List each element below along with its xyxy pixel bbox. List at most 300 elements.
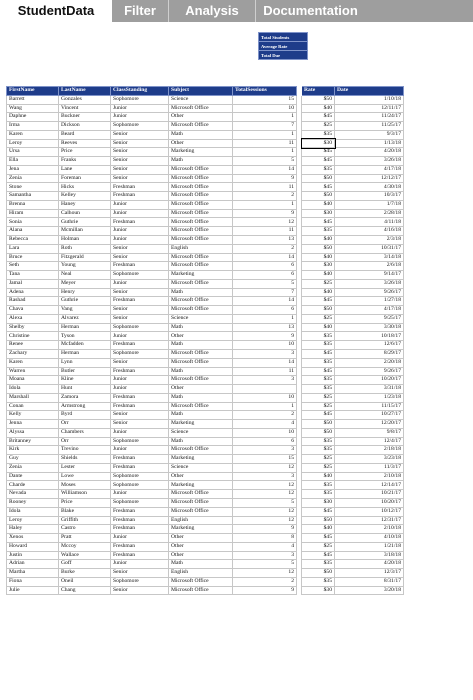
summary-total-students[interactable]: Total Students bbox=[259, 33, 308, 42]
cell-rate[interactable]: $35 bbox=[302, 490, 335, 499]
cell-firstname[interactable]: Nevada bbox=[7, 490, 59, 499]
cell-totalsessions[interactable]: 12 bbox=[233, 569, 297, 578]
cell-date[interactable]: 1/13/18 bbox=[335, 139, 404, 148]
cell-firstname[interactable]: Kirk bbox=[7, 446, 59, 455]
cell-firstname[interactable]: Alexa bbox=[7, 314, 59, 323]
cell-lastname[interactable]: Young bbox=[59, 262, 111, 271]
cell-date[interactable]: 9/25/17 bbox=[335, 314, 404, 323]
cell-date[interactable]: 9/26/17 bbox=[335, 367, 404, 376]
cell-subject[interactable]: Science bbox=[169, 463, 233, 472]
cell-subject[interactable]: Math bbox=[169, 437, 233, 446]
header-firstname[interactable]: FirstName bbox=[7, 87, 59, 96]
cell-classstanding[interactable]: Senior bbox=[111, 244, 169, 253]
cell-classstanding[interactable]: Junior bbox=[111, 236, 169, 245]
cell-classstanding[interactable]: Freshman bbox=[111, 262, 169, 271]
cell-rate[interactable]: $30 bbox=[302, 498, 335, 507]
cell-date[interactable]: 12/11/17 bbox=[335, 104, 404, 113]
cell-totalsessions[interactable] bbox=[233, 385, 297, 394]
cell-firstname[interactable]: Jena bbox=[7, 165, 59, 174]
cell-lastname[interactable]: Lowe bbox=[59, 472, 111, 481]
cell-subject[interactable]: English bbox=[169, 516, 233, 525]
cell-firstname[interactable]: Zachary bbox=[7, 349, 59, 358]
cell-firstname[interactable]: Zenia bbox=[7, 174, 59, 183]
cell-lastname[interactable]: Vincent bbox=[59, 104, 111, 113]
cell-classstanding[interactable]: Junior bbox=[111, 428, 169, 437]
cell-subject[interactable]: Science bbox=[169, 314, 233, 323]
cell-date[interactable]: 4/17/18 bbox=[335, 165, 404, 174]
cell-lastname[interactable]: Oneil bbox=[59, 577, 111, 586]
cell-subject[interactable]: Microsoft Office bbox=[169, 122, 233, 131]
cell-classstanding[interactable]: Senior bbox=[111, 586, 169, 595]
cell-date[interactable]: 3/23/18 bbox=[335, 455, 404, 464]
cell-firstname[interactable]: Rashad bbox=[7, 297, 59, 306]
cell-rate[interactable]: $50 bbox=[302, 306, 335, 315]
cell-classstanding[interactable]: Junior bbox=[111, 209, 169, 218]
cell-classstanding[interactable]: Freshman bbox=[111, 551, 169, 560]
cell-rate[interactable]: $45 bbox=[302, 113, 335, 122]
cell-classstanding[interactable]: Junior bbox=[111, 279, 169, 288]
cell-subject[interactable]: English bbox=[169, 244, 233, 253]
cell-rate[interactable]: $45 bbox=[302, 349, 335, 358]
cell-firstname[interactable]: Jenna bbox=[7, 420, 59, 429]
cell-classstanding[interactable]: Junior bbox=[111, 560, 169, 569]
cell-subject[interactable]: Microsoft Office bbox=[169, 227, 233, 236]
cell-classstanding[interactable]: Freshman bbox=[111, 393, 169, 402]
cell-totalsessions[interactable]: 12 bbox=[233, 218, 297, 227]
cell-rate[interactable]: $35 bbox=[302, 130, 335, 139]
cell-totalsessions[interactable]: 1 bbox=[233, 130, 297, 139]
cell-lastname[interactable]: Beard bbox=[59, 130, 111, 139]
cell-lastname[interactable]: Burke bbox=[59, 569, 111, 578]
cell-firstname[interactable]: Haley bbox=[7, 525, 59, 534]
cell-lastname[interactable]: Shields bbox=[59, 455, 111, 464]
cell-classstanding[interactable]: Sophomore bbox=[111, 323, 169, 332]
cell-lastname[interactable]: Foreman bbox=[59, 174, 111, 183]
cell-classstanding[interactable]: Senior bbox=[111, 314, 169, 323]
cell-totalsessions[interactable]: 14 bbox=[233, 297, 297, 306]
cell-subject[interactable]: Microsoft Office bbox=[169, 306, 233, 315]
cell-firstname[interactable]: Idola bbox=[7, 507, 59, 516]
cell-lastname[interactable]: Herman bbox=[59, 349, 111, 358]
cell-lastname[interactable]: Herman bbox=[59, 323, 111, 332]
cell-lastname[interactable]: Orr bbox=[59, 420, 111, 429]
cell-date[interactable]: 9/26/17 bbox=[335, 288, 404, 297]
cell-firstname[interactable]: Tana bbox=[7, 271, 59, 280]
cell-date[interactable]: 11/25/17 bbox=[335, 122, 404, 131]
cell-classstanding[interactable]: Sophomore bbox=[111, 577, 169, 586]
cell-subject[interactable]: English bbox=[169, 569, 233, 578]
cell-subject[interactable]: Microsoft Office bbox=[169, 192, 233, 201]
cell-totalsessions[interactable]: 3 bbox=[233, 446, 297, 455]
cell-totalsessions[interactable]: 5 bbox=[233, 157, 297, 166]
cell-rate[interactable]: $50 bbox=[302, 244, 335, 253]
tab-documentation[interactable]: Documentation bbox=[255, 0, 365, 22]
cell-firstname[interactable]: Conan bbox=[7, 402, 59, 411]
cell-totalsessions[interactable]: 2 bbox=[233, 244, 297, 253]
cell-classstanding[interactable]: Junior bbox=[111, 227, 169, 236]
tab-filter[interactable]: Filter bbox=[124, 3, 156, 18]
cell-firstname[interactable]: Zenia bbox=[7, 463, 59, 472]
cell-rate[interactable]: $50 bbox=[302, 516, 335, 525]
cell-lastname[interactable]: Lynn bbox=[59, 358, 111, 367]
cell-lastname[interactable]: Guthrie bbox=[59, 297, 111, 306]
cell-date[interactable]: 2/10/18 bbox=[335, 472, 404, 481]
cell-classstanding[interactable]: Freshman bbox=[111, 402, 169, 411]
cell-date[interactable]: 11/15/17 bbox=[335, 402, 404, 411]
cell-subject[interactable]: Marketing bbox=[169, 481, 233, 490]
cell-lastname[interactable]: Franks bbox=[59, 157, 111, 166]
cell-totalsessions[interactable]: 9 bbox=[233, 174, 297, 183]
cell-subject[interactable]: Marketing bbox=[169, 525, 233, 534]
cell-totalsessions[interactable]: 7 bbox=[233, 288, 297, 297]
header-rate[interactable]: Rate bbox=[302, 87, 335, 96]
cell-rate[interactable]: $25 bbox=[302, 393, 335, 402]
cell-rate[interactable]: $25 bbox=[302, 279, 335, 288]
cell-firstname[interactable]: Moana bbox=[7, 376, 59, 385]
cell-classstanding[interactable]: Senior bbox=[111, 420, 169, 429]
cell-subject[interactable]: Microsoft Office bbox=[169, 183, 233, 192]
cell-date[interactable]: 2/3/18 bbox=[335, 236, 404, 245]
cell-totalsessions[interactable]: 14 bbox=[233, 253, 297, 262]
cell-lastname[interactable]: Calhoun bbox=[59, 209, 111, 218]
cell-totalsessions[interactable]: 9 bbox=[233, 525, 297, 534]
cell-rate[interactable]: $45 bbox=[302, 297, 335, 306]
cell-lastname[interactable]: Lane bbox=[59, 165, 111, 174]
cell-firstname[interactable]: Adena bbox=[7, 288, 59, 297]
cell-classstanding[interactable]: Senior bbox=[111, 358, 169, 367]
cell-rate[interactable]: $45 bbox=[302, 551, 335, 560]
cell-classstanding[interactable]: Freshman bbox=[111, 183, 169, 192]
cell-firstname[interactable]: Karen bbox=[7, 130, 59, 139]
cell-date[interactable]: 12/31/17 bbox=[335, 516, 404, 525]
cell-totalsessions[interactable]: 11 bbox=[233, 367, 297, 376]
cell-classstanding[interactable]: Senior bbox=[111, 174, 169, 183]
cell-lastname[interactable]: Henry bbox=[59, 288, 111, 297]
cell-date[interactable]: 12/14/17 bbox=[335, 481, 404, 490]
cell-classstanding[interactable]: Freshman bbox=[111, 455, 169, 464]
cell-totalsessions[interactable]: 8 bbox=[233, 534, 297, 543]
cell-firstname[interactable]: Sonia bbox=[7, 218, 59, 227]
cell-rate[interactable]: $25 bbox=[302, 402, 335, 411]
cell-rate[interactable]: $45 bbox=[302, 148, 335, 157]
cell-totalsessions[interactable]: 3 bbox=[233, 551, 297, 560]
cell-totalsessions[interactable]: 9 bbox=[233, 332, 297, 341]
cell-subject[interactable]: Math bbox=[169, 288, 233, 297]
cell-totalsessions[interactable]: 11 bbox=[233, 227, 297, 236]
cell-date[interactable]: 4/30/18 bbox=[335, 183, 404, 192]
cell-firstname[interactable]: Chava bbox=[7, 306, 59, 315]
cell-lastname[interactable]: Zamora bbox=[59, 393, 111, 402]
cell-rate[interactable]: $35 bbox=[302, 376, 335, 385]
cell-date[interactable]: 1/23/18 bbox=[335, 393, 404, 402]
header-date[interactable]: Date bbox=[335, 87, 404, 96]
cell-classstanding[interactable]: Sophomore bbox=[111, 437, 169, 446]
cell-rate[interactable]: $40 bbox=[302, 472, 335, 481]
cell-totalsessions[interactable]: 6 bbox=[233, 437, 297, 446]
cell-classstanding[interactable]: Senior bbox=[111, 139, 169, 148]
cell-firstname[interactable]: Alana bbox=[7, 227, 59, 236]
cell-totalsessions[interactable]: 6 bbox=[233, 306, 297, 315]
cell-classstanding[interactable]: Sophomore bbox=[111, 498, 169, 507]
cell-totalsessions[interactable]: 14 bbox=[233, 358, 297, 367]
cell-lastname[interactable]: Haney bbox=[59, 200, 111, 209]
cell-subject[interactable]: Math bbox=[169, 367, 233, 376]
cell-classstanding[interactable]: Sophomore bbox=[111, 122, 169, 131]
cell-subject[interactable]: Science bbox=[169, 428, 233, 437]
cell-firstname[interactable]: Idola bbox=[7, 385, 59, 394]
cell-subject[interactable]: Other bbox=[169, 139, 233, 148]
cell-subject[interactable]: Other bbox=[169, 332, 233, 341]
cell-rate[interactable]: $40 bbox=[302, 104, 335, 113]
cell-date[interactable]: 3/26/18 bbox=[335, 279, 404, 288]
cell-lastname[interactable]: Byrd bbox=[59, 411, 111, 420]
cell-firstname[interactable]: Fiona bbox=[7, 577, 59, 586]
cell-subject[interactable]: Microsoft Office bbox=[169, 279, 233, 288]
cell-totalsessions[interactable]: 3 bbox=[233, 349, 297, 358]
cell-rate[interactable]: $25 bbox=[302, 455, 335, 464]
cell-lastname[interactable]: Gonzales bbox=[59, 95, 111, 104]
cell-date[interactable]: 4/20/18 bbox=[335, 148, 404, 157]
cell-lastname[interactable]: Williamson bbox=[59, 490, 111, 499]
cell-lastname[interactable]: Fitzgerald bbox=[59, 253, 111, 262]
cell-rate[interactable]: $35 bbox=[302, 437, 335, 446]
cell-subject[interactable]: Microsoft Office bbox=[169, 262, 233, 271]
cell-subject[interactable]: Marketing bbox=[169, 455, 233, 464]
cell-date[interactable]: 1/10/18 bbox=[335, 95, 404, 104]
cell-date[interactable]: 12/12/17 bbox=[335, 174, 404, 183]
cell-firstname[interactable]: Irma bbox=[7, 122, 59, 131]
cell-date[interactable]: 1/7/18 bbox=[335, 200, 404, 209]
cell-lastname[interactable]: Mccoy bbox=[59, 542, 111, 551]
cell-lastname[interactable]: Orr bbox=[59, 437, 111, 446]
cell-classstanding[interactable]: Junior bbox=[111, 332, 169, 341]
cell-totalsessions[interactable]: 2 bbox=[233, 411, 297, 420]
cell-subject[interactable]: Microsoft Office bbox=[169, 446, 233, 455]
cell-rate[interactable]: $45 bbox=[302, 183, 335, 192]
cell-lastname[interactable]: Roth bbox=[59, 244, 111, 253]
cell-rate[interactable]: $30 bbox=[302, 586, 335, 595]
cell-rate[interactable]: $30 bbox=[302, 209, 335, 218]
cell-subject[interactable]: Other bbox=[169, 534, 233, 543]
cell-rate[interactable]: $50 bbox=[302, 569, 335, 578]
cell-classstanding[interactable]: Sophomore bbox=[111, 481, 169, 490]
cell-totalsessions[interactable]: 1 bbox=[233, 148, 297, 157]
tab-studentdata[interactable]: StudentData bbox=[0, 0, 112, 22]
header-lastname[interactable]: LastName bbox=[59, 87, 111, 96]
cell-firstname[interactable]: Britanney bbox=[7, 437, 59, 446]
cell-classstanding[interactable]: Freshman bbox=[111, 463, 169, 472]
tab-analysis[interactable]: Analysis bbox=[168, 0, 255, 22]
cell-date[interactable]: 2/10/18 bbox=[335, 525, 404, 534]
cell-rate[interactable]: $40 bbox=[302, 200, 335, 209]
cell-firstname[interactable]: Bruce bbox=[7, 253, 59, 262]
cell-lastname[interactable]: Tyson bbox=[59, 332, 111, 341]
cell-totalsessions[interactable]: 13 bbox=[233, 236, 297, 245]
cell-subject[interactable]: Other bbox=[169, 113, 233, 122]
cell-classstanding[interactable]: Sophomore bbox=[111, 349, 169, 358]
cell-subject[interactable]: Microsoft Office bbox=[169, 200, 233, 209]
cell-totalsessions[interactable]: 5 bbox=[233, 279, 297, 288]
cell-classstanding[interactable]: Junior bbox=[111, 200, 169, 209]
cell-totalsessions[interactable]: 14 bbox=[233, 165, 297, 174]
cell-subject[interactable]: Microsoft Office bbox=[169, 349, 233, 358]
cell-date[interactable]: 3/26/18 bbox=[335, 157, 404, 166]
cell-date[interactable]: 9/3/17 bbox=[335, 130, 404, 139]
cell-rate[interactable]: $35 bbox=[302, 341, 335, 350]
cell-subject[interactable]: Microsoft Office bbox=[169, 490, 233, 499]
cell-subject[interactable]: Microsoft Office bbox=[169, 218, 233, 227]
cell-subject[interactable]: Marketing bbox=[169, 420, 233, 429]
cell-subject[interactable]: Science bbox=[169, 95, 233, 104]
cell-subject[interactable]: Marketing bbox=[169, 271, 233, 280]
cell-lastname[interactable]: Pratt bbox=[59, 534, 111, 543]
cell-date[interactable]: 2/6/18 bbox=[335, 262, 404, 271]
cell-lastname[interactable]: Goff bbox=[59, 560, 111, 569]
cell-rate[interactable]: $25 bbox=[302, 463, 335, 472]
cell-lastname[interactable]: Mcfadden bbox=[59, 341, 111, 350]
cell-totalsessions[interactable]: 9 bbox=[233, 586, 297, 595]
cell-totalsessions[interactable]: 9 bbox=[233, 209, 297, 218]
cell-date[interactable]: 12/3/17 bbox=[335, 569, 404, 578]
cell-lastname[interactable]: Meyer bbox=[59, 279, 111, 288]
cell-firstname[interactable]: Leroy bbox=[7, 139, 59, 148]
cell-rate[interactable]: $40 bbox=[302, 323, 335, 332]
cell-subject[interactable]: Other bbox=[169, 472, 233, 481]
cell-totalsessions[interactable]: 12 bbox=[233, 516, 297, 525]
cell-firstname[interactable]: Christine bbox=[7, 332, 59, 341]
cell-classstanding[interactable]: Junior bbox=[111, 490, 169, 499]
cell-date[interactable]: 2/28/18 bbox=[335, 209, 404, 218]
cell-rate[interactable]: $25 bbox=[302, 122, 335, 131]
cell-firstname[interactable]: Alyssa bbox=[7, 428, 59, 437]
cell-totalsessions[interactable]: 7 bbox=[233, 122, 297, 131]
cell-firstname[interactable]: Barrett bbox=[7, 95, 59, 104]
cell-lastname[interactable]: Trevino bbox=[59, 446, 111, 455]
cell-rate[interactable]: $40 bbox=[302, 288, 335, 297]
cell-totalsessions[interactable]: 1 bbox=[233, 314, 297, 323]
cell-firstname[interactable]: Adrian bbox=[7, 560, 59, 569]
cell-subject[interactable]: Microsoft Office bbox=[169, 402, 233, 411]
cell-classstanding[interactable]: Freshman bbox=[111, 297, 169, 306]
cell-rate[interactable]: $45 bbox=[302, 411, 335, 420]
cell-subject[interactable]: Microsoft Office bbox=[169, 165, 233, 174]
cell-rate[interactable]: $40 bbox=[302, 253, 335, 262]
cell-lastname[interactable]: Neal bbox=[59, 271, 111, 280]
cell-classstanding[interactable]: Sophomore bbox=[111, 271, 169, 280]
cell-subject[interactable]: Microsoft Office bbox=[169, 236, 233, 245]
cell-totalsessions[interactable]: 1 bbox=[233, 113, 297, 122]
cell-firstname[interactable]: Leroy bbox=[7, 516, 59, 525]
cell-rate[interactable]: $50 bbox=[302, 428, 335, 437]
cell-subject[interactable]: Math bbox=[169, 341, 233, 350]
cell-subject[interactable]: Microsoft Office bbox=[169, 586, 233, 595]
cell-totalsessions[interactable]: 13 bbox=[233, 323, 297, 332]
cell-date[interactable]: 3/14/18 bbox=[335, 253, 404, 262]
cell-subject[interactable]: Other bbox=[169, 542, 233, 551]
cell-lastname[interactable]: Reeves bbox=[59, 139, 111, 148]
cell-rate[interactable]: $35 bbox=[302, 332, 335, 341]
cell-rate[interactable]: $40 bbox=[302, 525, 335, 534]
cell-classstanding[interactable]: Freshman bbox=[111, 507, 169, 516]
cell-rate[interactable]: $35 bbox=[302, 385, 335, 394]
cell-classstanding[interactable]: Sophomore bbox=[111, 95, 169, 104]
cell-firstname[interactable]: Guy bbox=[7, 455, 59, 464]
cell-firstname[interactable]: Samantha bbox=[7, 192, 59, 201]
cell-totalsessions[interactable]: 11 bbox=[233, 139, 297, 148]
cell-firstname[interactable]: Martha bbox=[7, 569, 59, 578]
cell-subject[interactable]: Math bbox=[169, 411, 233, 420]
cell-classstanding[interactable]: Junior bbox=[111, 385, 169, 394]
cell-lastname[interactable]: Kelley bbox=[59, 192, 111, 201]
cell-lastname[interactable]: Buckner bbox=[59, 113, 111, 122]
cell-rate[interactable]: $35 bbox=[302, 165, 335, 174]
cell-lastname[interactable]: Butler bbox=[59, 367, 111, 376]
cell-date[interactable]: 12/20/17 bbox=[335, 420, 404, 429]
cell-rate[interactable]: $45 bbox=[302, 507, 335, 516]
cell-lastname[interactable]: Moses bbox=[59, 481, 111, 490]
cell-date[interactable]: 4/10/18 bbox=[335, 534, 404, 543]
cell-rate[interactable]: $50 bbox=[302, 420, 335, 429]
cell-date[interactable]: 10/18/17 bbox=[335, 332, 404, 341]
cell-lastname[interactable]: Price bbox=[59, 498, 111, 507]
cell-lastname[interactable]: Hunt bbox=[59, 385, 111, 394]
cell-firstname[interactable]: Dante bbox=[7, 472, 59, 481]
cell-subject[interactable]: Math bbox=[169, 130, 233, 139]
cell-date[interactable]: 12/6/17 bbox=[335, 341, 404, 350]
cell-lastname[interactable]: Lester bbox=[59, 463, 111, 472]
cell-date[interactable]: 10/31/17 bbox=[335, 244, 404, 253]
cell-firstname[interactable]: Lara bbox=[7, 244, 59, 253]
cell-subject[interactable]: Math bbox=[169, 560, 233, 569]
cell-firstname[interactable]: Seth bbox=[7, 262, 59, 271]
cell-firstname[interactable]: Jamal bbox=[7, 279, 59, 288]
cell-rate[interactable]: $50 bbox=[302, 174, 335, 183]
cell-firstname[interactable]: Warren bbox=[7, 367, 59, 376]
cell-classstanding[interactable]: Senior bbox=[111, 148, 169, 157]
cell-rate[interactable]: $30 bbox=[302, 139, 335, 148]
cell-lastname[interactable]: Hicks bbox=[59, 183, 111, 192]
cell-lastname[interactable]: Dickson bbox=[59, 122, 111, 131]
cell-subject[interactable]: Microsoft Office bbox=[169, 104, 233, 113]
cell-subject[interactable]: Microsoft Office bbox=[169, 209, 233, 218]
cell-date[interactable]: 8/31/17 bbox=[335, 577, 404, 586]
cell-lastname[interactable]: Wallace bbox=[59, 551, 111, 560]
cell-firstname[interactable]: Charde bbox=[7, 481, 59, 490]
cell-date[interactable]: 3/30/18 bbox=[335, 323, 404, 332]
cell-firstname[interactable]: Wang bbox=[7, 104, 59, 113]
cell-date[interactable]: 2/20/18 bbox=[335, 358, 404, 367]
cell-totalsessions[interactable]: 10 bbox=[233, 428, 297, 437]
cell-firstname[interactable]: Shelby bbox=[7, 323, 59, 332]
cell-firstname[interactable]: Rebecca bbox=[7, 236, 59, 245]
cell-subject[interactable]: Microsoft Office bbox=[169, 174, 233, 183]
cell-rate[interactable]: $40 bbox=[302, 271, 335, 280]
cell-lastname[interactable]: Holman bbox=[59, 236, 111, 245]
cell-lastname[interactable]: Vang bbox=[59, 306, 111, 315]
cell-firstname[interactable]: Hiram bbox=[7, 209, 59, 218]
cell-totalsessions[interactable]: 12 bbox=[233, 481, 297, 490]
summary-total-due[interactable]: Total Due bbox=[259, 51, 308, 60]
cell-totalsessions[interactable]: 12 bbox=[233, 490, 297, 499]
cell-subject[interactable]: Microsoft Office bbox=[169, 358, 233, 367]
cell-rate[interactable]: $35 bbox=[302, 481, 335, 490]
cell-classstanding[interactable]: Senior bbox=[111, 306, 169, 315]
cell-firstname[interactable]: Kelly bbox=[7, 411, 59, 420]
cell-subject[interactable]: Other bbox=[169, 385, 233, 394]
cell-classstanding[interactable]: Senior bbox=[111, 253, 169, 262]
cell-classstanding[interactable]: Junior bbox=[111, 104, 169, 113]
header-totalsessions[interactable]: TotalSessions bbox=[233, 87, 297, 96]
